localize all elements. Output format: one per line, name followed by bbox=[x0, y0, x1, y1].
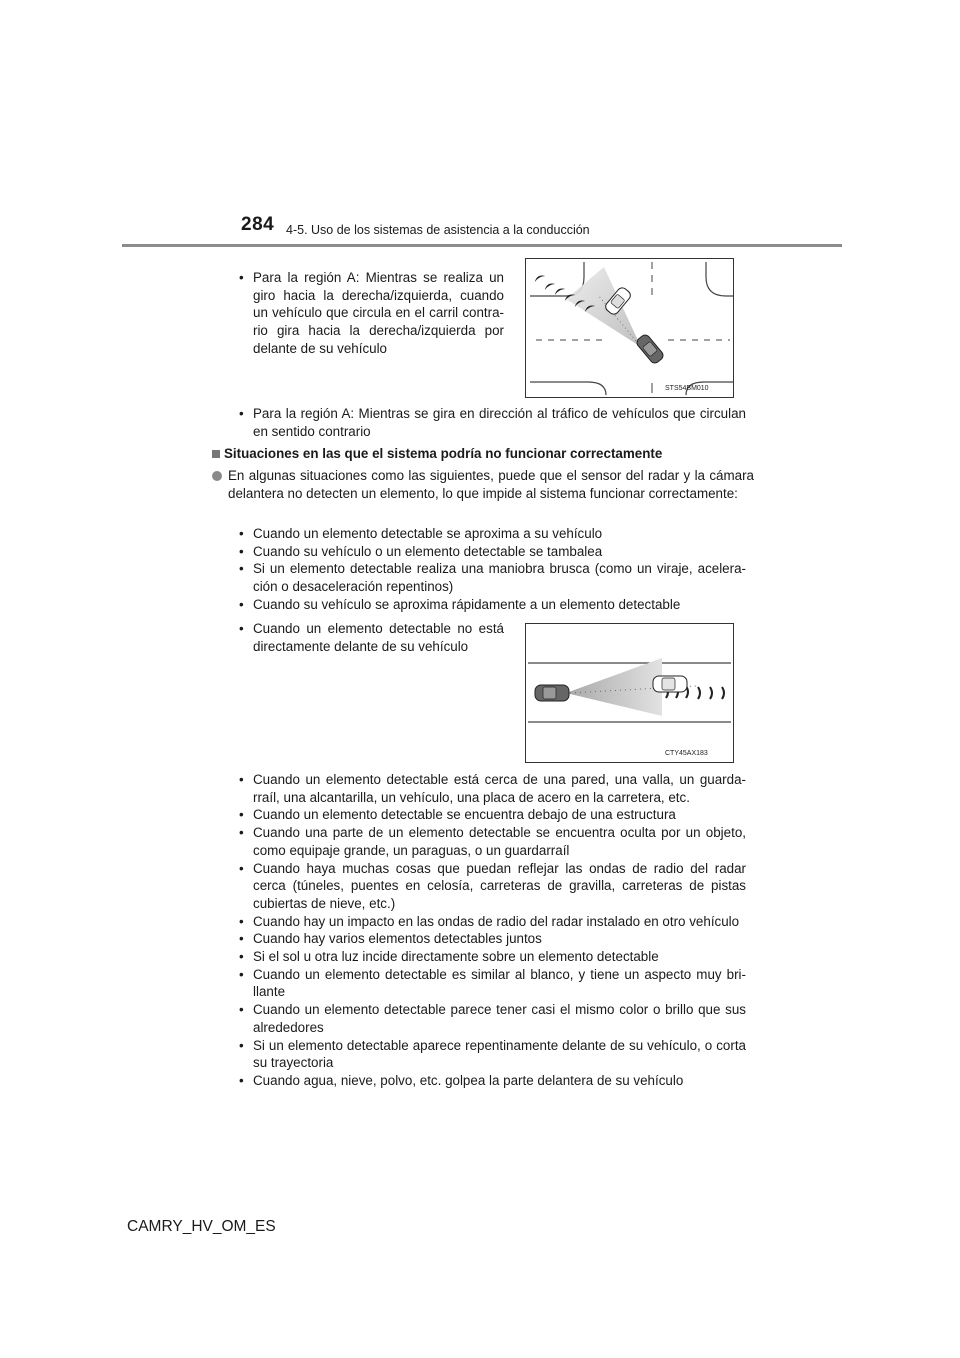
figure-intersection-turn bbox=[525, 258, 734, 398]
list-item: • Cuando su vehículo se aproxima rápidamente a un elemento detectable bbox=[236, 596, 746, 614]
document-code: CAMRY_HV_OM_ES bbox=[127, 1218, 276, 1235]
intro-text: En algunas situaciones como las siguientes, puede que el sensor del radar y la cámara delantera no detecten un elemento, lo que impide al sistema funcionar correctamente: bbox=[228, 468, 754, 501]
list-item: • Si un elemento detectable realiza una maniobra brusca (como un viraje, acelera-ción o desaceleración repentinos) bbox=[236, 560, 746, 595]
list-item: • Cuando haya muchas cosas que puedan reflejar las ondas de radio del radar cerca (túneles, puentes en celosía, carreteras de gravilla, carreteras de pistas cubiertas de nieve, etc.) bbox=[236, 860, 746, 913]
top-list bbox=[236, 269, 504, 358]
section-heading-text: Situaciones en las que el sistema podría no funcionar correctamente bbox=[224, 446, 663, 461]
section-heading bbox=[212, 446, 662, 461]
list-item: • Para la región A: Mientras se gira en dirección al tráfico de vehículos que circulan en sentido contrario bbox=[236, 405, 746, 440]
list-item: • Cuando una parte de un elemento detectable se encuentra oculta por un objeto, como equipaje grande, un paraguas, o un guardarraíl bbox=[236, 824, 746, 859]
intersection-diagram bbox=[526, 259, 733, 397]
header-divider bbox=[122, 244, 842, 247]
list-item: • Cuando un elemento detectable no está directamente delante de su vehículo bbox=[236, 620, 504, 655]
list-item: • Cuando un elemento detectable se encuentra debajo de una estructura bbox=[236, 806, 746, 824]
section-title: 4-5. Uso de los sistemas de asistencia a la conducción bbox=[286, 223, 590, 237]
figure-code: STS54BM010 bbox=[665, 385, 709, 392]
list-item: • Cuando un elemento detectable es similar al blanco, y tiene un aspecto muy bri-llante bbox=[236, 966, 746, 1001]
list-item: • Cuando hay un impacto en las ondas de radio del radar instalado en otro vehículo bbox=[236, 913, 746, 931]
list-item: • Cuando su vehículo o un elemento detectable se tambalea bbox=[236, 543, 746, 561]
condition-list-c bbox=[236, 771, 746, 1090]
page-number: 284 bbox=[241, 214, 275, 235]
list-item: • Cuando agua, nieve, polvo, etc. golpea la parte delantera de su vehículo bbox=[236, 1072, 746, 1090]
list-item: • Si un elemento detectable aparece repentinamente delante de su vehículo, o corta su trayectoria bbox=[236, 1037, 746, 1072]
list-item: • Para la región A: Mientras se realiza un giro hacia la derecha/izquierda, cuando un vehículo que circula en el carril contra-rio gira hacia la derecha/izquierda por delante de su vehículo bbox=[236, 269, 504, 358]
list-item: • Cuando un elemento detectable está cerca de una pared, una valla, un guarda-rraíl, una alcantarilla, un vehículo, una placa de acero en la carretera, etc. bbox=[236, 771, 746, 806]
list-item: • Cuando un elemento detectable parece tener casi el mismo color o brillo que sus alrededores bbox=[236, 1001, 746, 1036]
offset-target-diagram bbox=[526, 624, 733, 762]
condition-list-a bbox=[236, 525, 746, 614]
condition-list-b bbox=[236, 620, 504, 655]
top-list-2 bbox=[236, 405, 746, 440]
intro-paragraph bbox=[212, 467, 754, 502]
list-item: • Cuando un elemento detectable se aproxima a su vehículo bbox=[236, 525, 746, 543]
list-item: • Si el sol u otra luz incide directamente sobre un elemento detectable bbox=[236, 948, 746, 966]
figure-offset-target bbox=[525, 623, 734, 763]
list-item: • Cuando hay varios elementos detectables juntos bbox=[236, 930, 746, 948]
circle-bullet-icon bbox=[212, 471, 222, 481]
figure-code: CTY45AX183 bbox=[665, 750, 708, 757]
square-bullet-icon bbox=[212, 450, 220, 458]
